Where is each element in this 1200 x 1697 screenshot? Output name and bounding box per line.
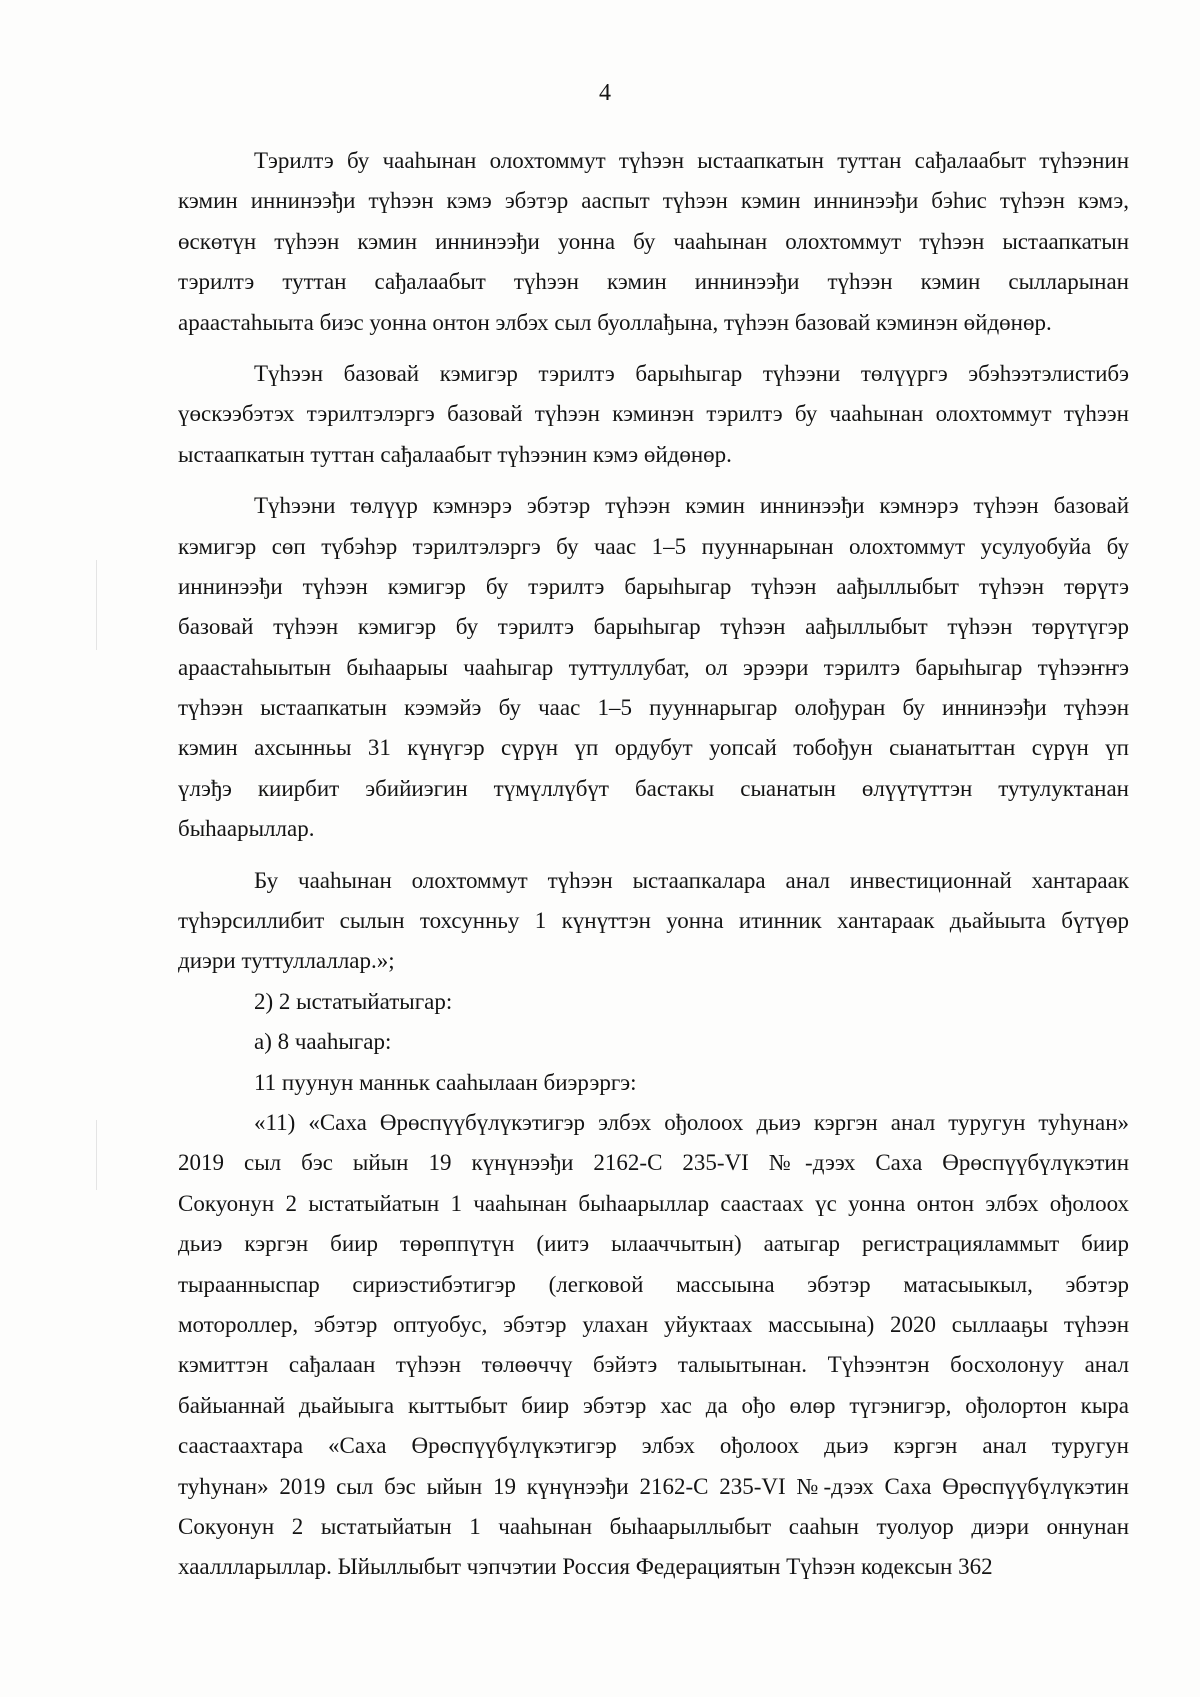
text-line: туһунан» 2019 сыл бэс ыйын 19 күнүнээђи 2162-С 235-VI №-дээх Саха Өрөспүүбүлүкэтин (178, 1473, 1129, 1499)
paragraph (178, 141, 1129, 343)
paragraph (178, 486, 1129, 850)
text-line: ыстаапкатын туттан сађалаабыт түһээнин кэмэ өйдөнөр. (178, 441, 732, 467)
text-line: мотороллер, эбэтэр оптуобус, эбэтэр улахан уйуктаах массыына) 2020 сыллааҕы түһээн (178, 1311, 1129, 1337)
text-line: кэмин ахсынньы 31 күнүгэр сүрүн үп ордубут уопсай тобођун сыанатыттан сүрүн үп (178, 735, 1129, 761)
text-line: байыаннай дьайыыга кыттыбыт биир эбэтэр хас да ођо өлөр түгэнигэр, ођолортон кыра (178, 1392, 1129, 1418)
text-line: үлэђэ киирбит эбийиэгин түмүллүбүт бастакы сыанатын өлүүтүттэн тутулуктанан (178, 775, 1129, 801)
text-line: өскөтүн түһээн кэмин иннинээђи уонна бу чааһынан олохтоммут түһээн ыстаапкатын (178, 228, 1129, 254)
paragraph (178, 1103, 1129, 1588)
text-line: дьиэ кэргэн биир төрөппүтүн (иитэ ылааччытын) аатыгар регистрацияламмыт биир (178, 1231, 1129, 1257)
paragraph (178, 1022, 1129, 1062)
paragraph (178, 861, 1129, 982)
text-line: «11) «Саха Өрөспүүбүлүкэтигэр элбэх ођолоох дьиэ кэргэн анал туругун туһунан» (254, 1109, 1129, 1135)
text-line: Түһээни төлүүр кэмнэрэ эбэтэр түһээн кэмин иннинээђи кэмнэрэ түһээн базовай (254, 493, 1129, 519)
text-line: араастаһыыта биэс уонна онтон элбэх сыл буоллађына, түһээн базовай кэминэн өйдөнөр. (178, 309, 1052, 335)
paragraph (178, 354, 1129, 475)
scan-edge-mark (96, 560, 97, 650)
text-line: кэмигэр сөп түбэһэр тэрилтэлэргэ бу чаас 1–5 пууннарынан олохтоммут усулуобуйа бу (178, 533, 1129, 559)
paragraph-gap (178, 475, 1129, 486)
text-line: тэрилтэ туттан сађалаабыт түһээн кэмин иннинээђи түһээн кэмин сылларынан (178, 269, 1129, 295)
text-line: быһаарыллар. (178, 816, 315, 842)
paragraph-gap (178, 850, 1129, 861)
text-line: саастаахтара «Саха Өрөспүүбүлүкэтигэр элбэх ођолоох дьиэ кэргэн анал туругун (178, 1433, 1129, 1459)
text-line: үөскээбэтэх тэрилтэлэргэ базовай түһээн кэминэн тэрилтэ бу чааһынан олохтоммут түһээн (178, 401, 1129, 427)
text-line: хааллларыллар. Ыйыллыбыт чэпчэтии Россия Федерациятын Түһээн кодексын 362 (178, 1554, 993, 1580)
text-line: Тэрилтэ бу чааһынан олохтоммут түһээн ыстаапкатын туттан сађалаабыт түһээнин (254, 148, 1129, 173)
paragraph (178, 1063, 1129, 1103)
text-line: 2) 2 ыстатыйатыгар: (254, 988, 453, 1014)
text-line: Түһээн базовай кэмигэр тэрилтэ барыһыгар түһээни төлүүргэ эбэһээтэлистибэ (254, 360, 1129, 386)
text-line: араастаһыытын быһаарыы чааһыгар туттуллубат, ол эрээри тэрилтэ барыһыгар түһээҥҥэ (178, 654, 1129, 680)
text-line: түһэрсиллибит сылын тохсунньу 1 күнүттэн уонна итинник хантараак дьайыыта бүтүөр (178, 908, 1129, 934)
text-line: кэмиттэн сађалаан түһээн төлөөччү бэйэтэ талыытынан. Түһээнтэн босхолонуу анал (178, 1352, 1129, 1378)
scan-edge-mark (96, 1120, 97, 1190)
text-line: тыраанныспар сириэстибэтигэр (легковой массыына эбэтэр матасыыкыл, эбэтэр (178, 1271, 1129, 1297)
text-line: а) 8 чааһыгар: (254, 1029, 392, 1055)
text-line: Сокуонун 2 ыстатыйатын 1 чааһынан быһаарыллыбыт сааһын туолуор диэри оннунан (178, 1513, 1129, 1539)
text-line: базовай түһээн кэмигэр бу тэрилтэ барыһыгар түһээн аађыллыбыт түһээн төрүтүгэр (178, 614, 1129, 640)
text-line: 11 пуунун манньк сааһылаан биэрэргэ: (254, 1069, 637, 1095)
page-number: 4 (599, 80, 611, 106)
paragraph-gap (178, 343, 1129, 354)
text-line: Сокуонун 2 ыстатыйатын 1 чааһынан быһаарыллар саастаах үс уонна онтон элбэх ођолоох (178, 1190, 1129, 1216)
text-line: Бу чааһынан олохтоммут түһээн ыстаапкалара анал инвестиционнай хантараак (254, 867, 1129, 893)
text-line: иннинээђи түһээн кэмигэр бу тэрилтэ барыһыгар түһээн аађыллыбыт түһээн төрүтэ (178, 573, 1129, 599)
text-line: кэмин иннинээђи түһээн кэмэ эбэтэр ааспыт түһээн кэмин иннинээђи бэһис түһээн кэмэ, (178, 188, 1129, 214)
text-line: 2019 сыл бэс ыйын 19 күнүнээђи 2162-С 235-VI №-дээх Саха Өрөспүүбүлүкэтин (178, 1150, 1129, 1176)
text-line: диэри туттуллаллар.»; (178, 948, 395, 974)
text-line: түһээн ыстаапкатын кээмэйэ бу чаас 1–5 пууннарыгар олођуран бу иннинээђи түһээн (178, 695, 1129, 721)
document-body (178, 141, 1129, 1588)
paragraph (178, 982, 1129, 1022)
